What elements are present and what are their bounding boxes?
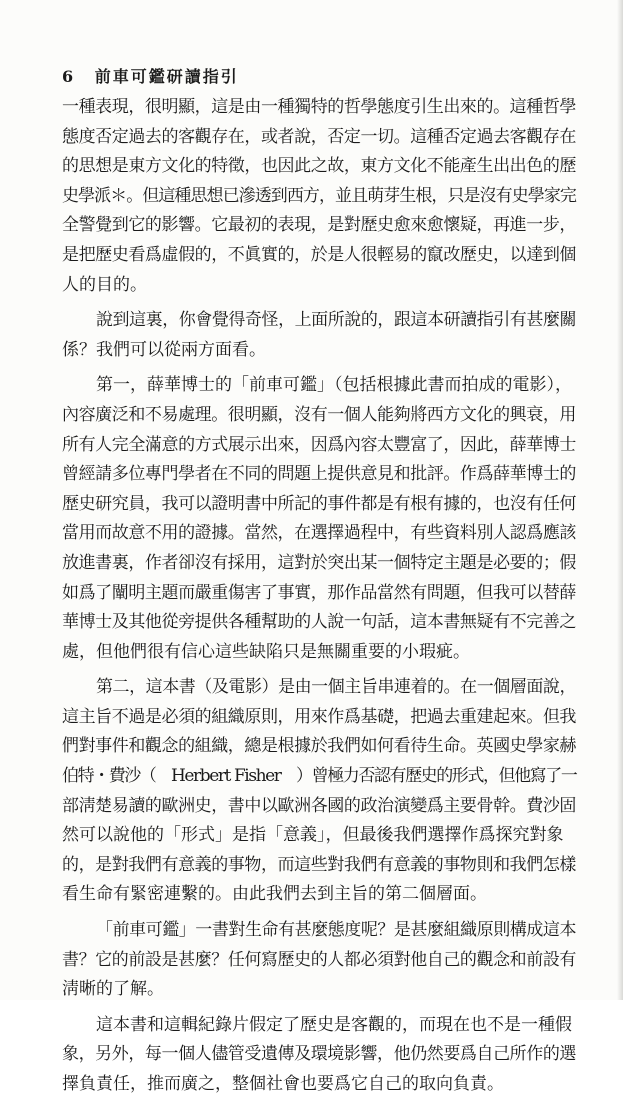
text-line: 的，是對我們有意義的事物，而這些對我們有意義的事物則和我們怎樣 xyxy=(62,854,576,875)
text-line: 處，但他們很有信心這些缺陷只是無關重要的小瑕疵。 xyxy=(62,641,470,662)
text-line: 這主旨不過是必須的組織原則，用來作爲基礎，把過去重建起來。但我 xyxy=(62,706,576,727)
text-line: 人的目的。 xyxy=(62,274,147,295)
paragraph xyxy=(62,916,576,1005)
page-number: 6 xyxy=(62,67,76,86)
text-line: 所有人完全滿意的方式展示出來，因爲內容太豐富了，因此，薛華博士 xyxy=(62,434,576,455)
paragraph xyxy=(62,306,576,365)
text-line: 曾經請多位專門學者在不同的問題上提供意見和批評。作爲薛華博士的 xyxy=(62,464,576,485)
text-line: 然可以說他的「形式」是指「意義」，但最後我們選擇作爲探究對象 xyxy=(62,825,564,846)
body-text xyxy=(62,93,576,1100)
text-line: 史學派＊。但這種思想已滲透到西方，並且萌芽生根，只是沒有史學家完 xyxy=(62,185,576,206)
text-line: 部淸楚易讀的歐洲史，書中以歐洲各國的政治演變爲主要骨幹。費沙固 xyxy=(62,795,576,816)
text-line: 看生命有緊密連繫的。由此我們去到主旨的第二個層面。 xyxy=(62,884,487,905)
text-line: 書？它的前設是甚麼？任何寫歷史的人都必須對他自己的觀念和前設有 xyxy=(62,949,576,970)
running-title: 前車可鑑研讀指引 xyxy=(94,67,239,86)
text-line: 如爲了闡明主題而嚴重傷害了事實，那作品當然有問題，但我可以替薛 xyxy=(62,582,576,603)
text-line: 第一，薛華博士的「前車可鑑」（包括根據此書而拍成的電影）， xyxy=(96,375,572,396)
text-line: 內容廣泛和不易處理。很明顯，沒有一個人能夠將西方文化的興衰，用 xyxy=(62,404,576,425)
text-line: 全警覺到它的影響。它最初的表現，是對歷史愈來愈懷疑，再進一步， xyxy=(62,215,576,236)
text-line: 一種表現，很明顯，這是由一種獨特的哲學態度引生出來的。這種哲學 xyxy=(62,97,576,117)
text-line: 當用而故意不用的證據。當然，在選擇過程中，有些資料別人認爲應該 xyxy=(62,523,576,544)
paragraph xyxy=(62,93,576,300)
paragraph xyxy=(62,673,576,910)
text-line: 放進書裏，作者卻沒有採用，這對於突出某一個特定主題是必要的；假 xyxy=(62,552,576,573)
text-line: 說到這裏，你會覺得奇怪，上面所說的，跟這本研讀指引有甚麼關 xyxy=(96,310,576,331)
text-line: 是把歷史看爲虛假的，不眞實的，於是人很輕易的竄改歷史，以達到個 xyxy=(62,244,576,265)
text-line: 係？我們可以從兩方面看。 xyxy=(62,339,266,360)
page-edge-shadow xyxy=(617,0,623,1000)
text-line: 伯特・費沙（ Herbert Fisher ）曾極力否認有歷史的形式，但他寫了一 xyxy=(62,766,577,787)
text-line: 第二，這本書（及電影）是由一個主旨串連着的。在一個層面說， xyxy=(96,677,576,698)
text-line: 態度否定過去的客觀存在，或者說，否定一切。這種否定過去客觀存在 xyxy=(62,126,576,147)
paragraph xyxy=(62,371,576,667)
text-line: 「前車可鑑」一書對生命有甚麼態度呢？是甚麼組織原則構成這本 xyxy=(96,920,576,941)
text-line: 擇負責任，推而廣之，整個社會也要爲它自己的取向負責。 xyxy=(62,1074,504,1094)
text-line: 這本書和這輯紀錄片假定了歷史是客觀的，而現在也不是一種假 xyxy=(96,1014,572,1035)
text-line: 們對事件和觀念的組織，總是根據於我們如何看待生命。英國史學家赫 xyxy=(62,736,576,757)
text-line: 歷史研究員，我可以證明書中所記的事件都是有根有據的，也沒有任何 xyxy=(62,493,576,514)
text-line: 的思想是東方文化的特徵，也因此之故，東方文化不能產生出出色的歷 xyxy=(62,156,576,177)
paragraph xyxy=(62,1011,576,1100)
text-line: 華博士及其他從旁提供各種幫助的人說一句話，這本書無疑有不完善之 xyxy=(62,612,576,633)
text-line: 象，另外，每一個人儘管受遺傳及環境影響，他仍然要爲自己所作的選 xyxy=(62,1044,576,1065)
text-line: 淸晰的了解。 xyxy=(62,979,164,1000)
running-header xyxy=(62,64,239,87)
